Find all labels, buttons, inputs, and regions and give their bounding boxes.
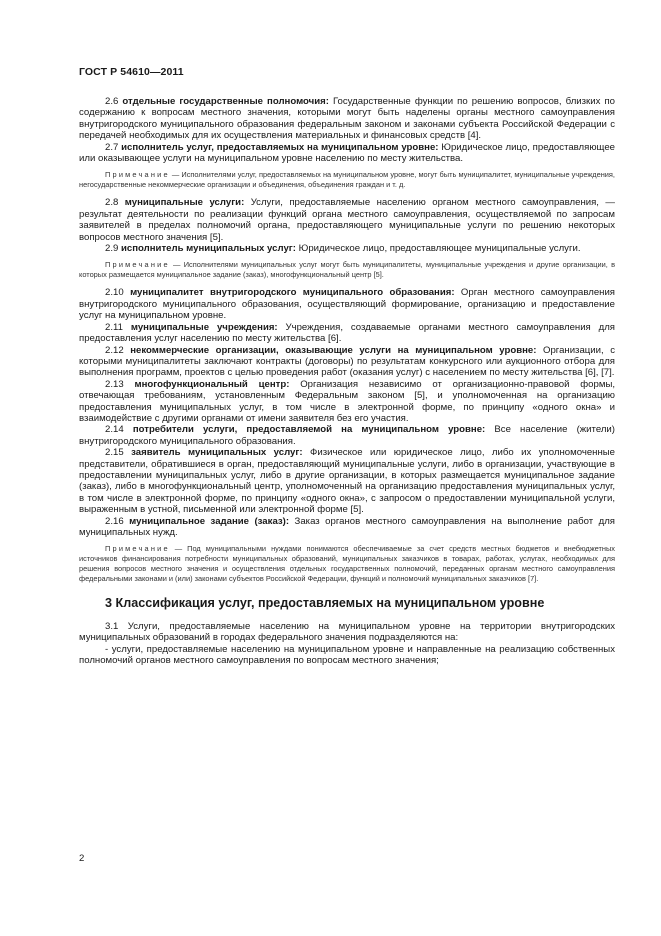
clause-3-1-item: - услуги, предоставляемые населению на муниципальном уровне и направленные на реализацию собственных полномочий органов местного самоуправления по вопросам местного значения;	[79, 643, 615, 667]
term: исполнитель муниципальных услуг:	[121, 243, 296, 255]
clause-2-12: 2.12 некоммерческие организации, оказывающие услуги на муниципальном уровне: Организации, с которыми муниципалитеты заключают контракты (договоры) по результатам конкурсного или аукционного отбора для выполнения программ, проектов с целью проведения работ (оказания услуг) с населением по месту жительства [6], [7].	[79, 344, 615, 379]
page-number: 2	[79, 853, 85, 864]
clause-2-6: 2.6 отдельные государственные полномочия: Государственные функции по решению вопросов, близких по содержанию к вопросам местного значения, которыми могут быть наделены органы местного самоуправления внутригородского муниципального образования федеральным законом и законами субъекта Российской Федерации с передачей необходимых для их осуществления материальных и финансовых средств [4].	[79, 96, 615, 142]
term: некоммерческие организации, оказывающие услуги на муниципальном уровне:	[130, 344, 537, 356]
term: многофункциональный центр:	[134, 378, 290, 390]
document-header: ГОСТ Р 54610—2011	[79, 66, 184, 78]
clause-2-13: 2.13 многофункциональный центр: Организация независимо от организационно-правовой формы, отвечающая требованиям, установленным Федеральным законом [5], и уполномоченная на организацию предоставления муниципальных услуг, в том числе в электронной форме, по принципу «одного окна» и взаимодействие с другими органами от имени заявителя без его участия.	[79, 378, 616, 424]
clause-2-16: 2.16 муниципальное задание (заказ): Заказ органов местного самоуправления на выполнение работ для муниципальных нужд.	[79, 515, 615, 538]
term: исполнитель услуг, предоставляемых на муниципальном уровне:	[121, 141, 439, 153]
term: потребители услуги, предоставляемой на муниципальном уровне:	[132, 424, 486, 436]
clause-2-8: 2.8 муниципальные услуги: Услуги, предоставляемые населению органом местного самоуправления, — результат деятельности по реализации функций органа местного самоуправления, осуществляемой по запросам заявителей в пределах полномочий органа, предоставляющего муниципальные услуги по решению некоторых вопросов местного значения [5].	[79, 197, 615, 243]
clause-2-11: 2.11 муниципальные учреждения: Учреждения, создаваемые органами местного самоуправления для предоставления услуг населению по месту жительства [6].	[79, 321, 616, 345]
term: заявитель муниципальных услуг:	[131, 447, 303, 459]
term: отдельные государственные полномочия:	[122, 96, 329, 107]
clause-2-14: 2.14 потребители услуги, предоставляемой на муниципальном уровне: Все население (жители) внутригородского муниципального образования.	[79, 424, 615, 447]
clause-2-10: 2.10 муниципалитет внутригородского муниципального образования: Орган местного самоуправления внутригородского муниципального образования, осуществляющий формирование, организацию и предоставление услуг на муниципальном уровне.	[79, 287, 616, 322]
term: муниципальные услуги:	[124, 197, 245, 209]
note-2-16: Примечание — Под муниципальными нуждами понимаются обеспечиваемые за счет средств местных бюджетов и внебюджетных источников финансирования потребности муниципальных образований, муниципальных заказчиков в товарах, работах, услугах, необходимых для решения вопросов местного значения и осуществления отдельных государственных полномочий, переданных органам местного самоуправления федеральными законами и (или) законами субъектов Российской Федерации, функций и полномочий муниципальных заказчиков [7].	[79, 544, 615, 584]
document-body	[79, 96, 615, 666]
clause-3-1: 3.1 Услуги, предоставляемые населению на муниципальном уровне на территории внутригородских муниципальных образований в городах федерального значения подразделяются на:	[79, 620, 615, 644]
note-2-9: Примечание — Исполнителями муниципальных услуг могут быть муниципалитеты, муниципальные учреждения и другие организации, в которых размещается муниципальное задание (заказ), многофункциональный центр [5].	[79, 260, 615, 280]
section-3-title: 3 Классификация услуг, предоставляемых на муниципальном уровне	[105, 596, 545, 611]
clause-2-9: 2.9 исполнитель муниципальных услуг: Юридическое лицо, предоставляющее муниципальные услуги.	[105, 243, 581, 255]
clause-2-7: 2.7 исполнитель услуг, предоставляемых на муниципальном уровне: Юридическое лицо, предоставляющее или оказывающее услуги на муниципальном уровне населению по месту жительства.	[79, 141, 616, 165]
note-2-7: Примечание — Исполнителями услуг, предоставляемых на муниципальном уровне, могут быть муниципалитет, муниципальные учреждения, негосударственные некоммерческие организации и объединения, объединения граждан и т. д.	[79, 170, 615, 190]
term: муниципальное задание (заказ):	[129, 515, 290, 527]
term: муниципалитет внутригородского муниципального образования:	[130, 287, 455, 299]
clause-2-15: 2.15 заявитель муниципальных услуг: Физическое или юридическое лицо, либо их уполномоченные представители, обратившиеся в орган, предоставляющий муниципальные услуги, либо в организации, участвующие в предоставлении муниципальных услуг, либо в другие организации, в которых размещается муниципальное задание (заказ), либо в многофункциональный центр, уполномоченный на организацию предоставления муниципальных услуг, в том числе в электронной форме, по принципу «одного окна», с запросом о предоставлении муниципальной услуги, выраженным в устной, письменной или электронной форме [5].	[79, 447, 615, 516]
term: муниципальные учреждения:	[130, 321, 278, 333]
